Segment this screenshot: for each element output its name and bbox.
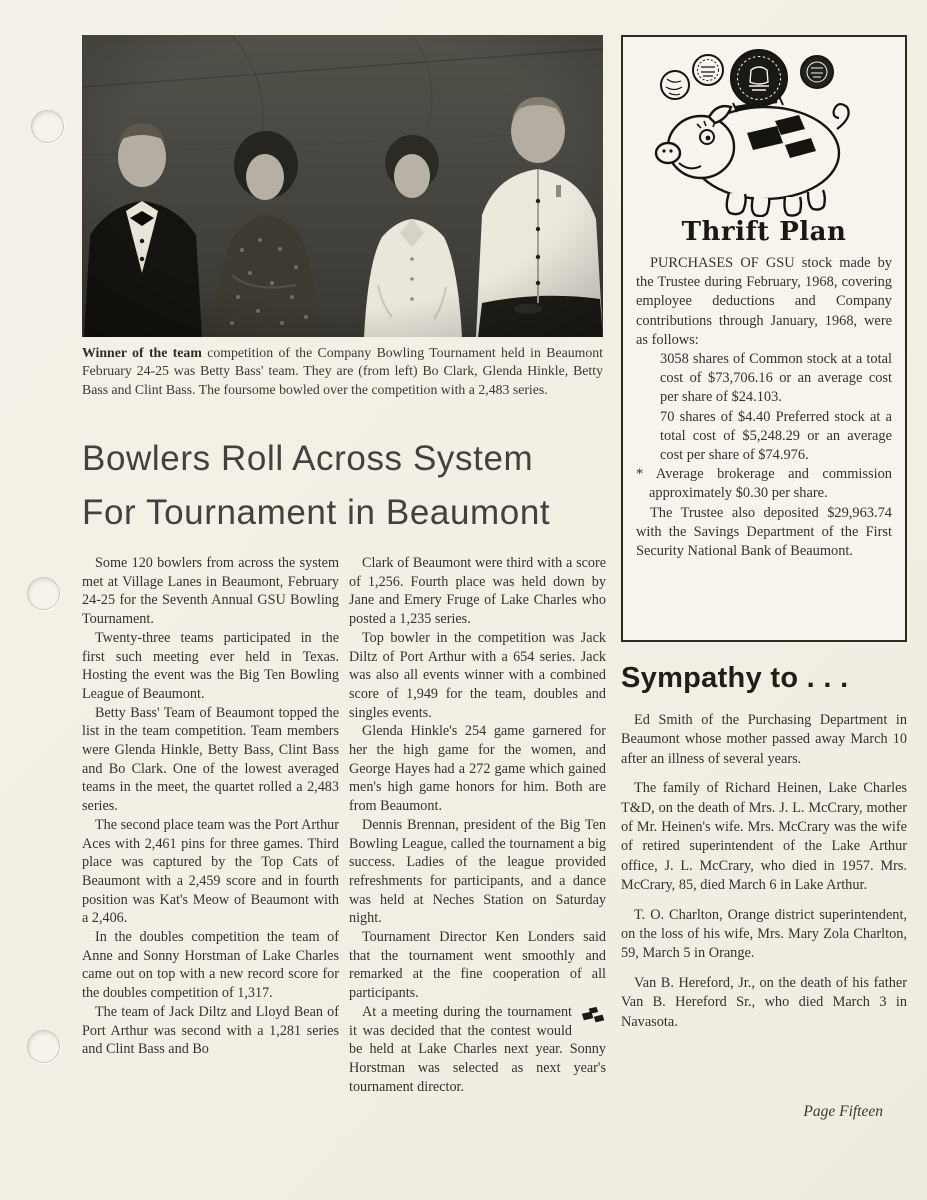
- sympathy-paragraph: The family of Richard Heinen, Lake Charles T&D, on the death of Mrs. J. L. McCrary, mother of Mr. Heinen's wife. Mrs. McCrary was the wife of retired superintendent of the Lake Arthur office, J. L. McCrary, who died in 1957. Mrs. McCrary, 85, died March 6 in Lake Arthur.: [621, 780, 907, 894]
- article-paragraph: The team of Jack Diltz and Lloyd Bean of Port Arthur was second with a 1,281 series and Clint Bass and Bo: [82, 1003, 339, 1058]
- thrift-plan-title: Thrift Plan: [681, 217, 847, 247]
- gsu-logo-icon: [580, 1006, 606, 1025]
- sympathy-paragraph: Ed Smith of the Purchasing Department in Beaumont whose mother passed away March 10 after an illness of several years.: [621, 712, 907, 767]
- sympathy-section: [621, 662, 907, 1042]
- article-headline: Bowlers Roll Across System For Tournament in Beaumont: [82, 439, 551, 532]
- article-paragraph: Betty Bass' Team of Beaumont topped the list in the team competition. Team members were Glenda Hinkle, Betty Bass, Clint Bass and Bo Clark. One of the lowest averaged teams in the meet, the quartet rolled a 2,483 series.: [82, 704, 339, 815]
- bowling-team-photo-illustration: [82, 35, 603, 337]
- article-column-1: [82, 554, 339, 1096]
- coin-icons: [661, 50, 833, 106]
- sympathy-paragraph: Van B. Hereford, Jr., on the death of his father Van B. Hereford Sr., who died March 3 in Navasota.: [621, 974, 907, 1030]
- article-paragraph: The second place team was the Port Arthur Aces with 2,461 pins for three games. Third place was captured by the Top Cats of Beaumont with a 2,459 score and in fourth position was Kat's Meow of Beaumont with a 2,406.: [82, 816, 339, 927]
- sympathy-title: Sympathy to . . .: [621, 662, 849, 694]
- article-paragraph: Some 120 bowlers from across the system met at Village Lanes in Beaumont, February 24-25 for the Seventh Annual GSU Bowling Tournament.: [82, 555, 339, 628]
- caption-lead: Winner of the team: [82, 345, 202, 360]
- article-paragraph: Twenty-three teams participated in the first such meeting ever held in Texas. Hosting the event was the Big Ten Bowling League of Beaumont.: [82, 629, 339, 702]
- thrift-footnote: * Average brokerage and commission approximately $0.30 per share.: [636, 466, 892, 502]
- article-paragraph: Top bowler in the competition was Jack Diltz of Port Arthur with a 654 series. Jack was also all events winner with a combined score of 1,949 for the team, doubles and singles events.: [349, 629, 606, 721]
- page-number: Page Fifteen: [803, 1103, 883, 1120]
- sympathy-paragraph: T. O. Charlton, Orange district superintendent, on the loss of his wife, Mrs. Mary Zola Charlton, 59, March 5 in Orange.: [621, 906, 907, 962]
- photo-caption: [82, 344, 603, 399]
- bowling-team-photo: [82, 35, 603, 337]
- article-body: [82, 554, 606, 1096]
- thrift-plan-box: [621, 35, 907, 642]
- thrift-paragraph: The Trustee also deposited $29,963.74 with the Savings Department of the First Security National Bank of Beaumont.: [636, 504, 892, 560]
- article-paragraph: In the doubles competition the team of Anne and Sonny Horstman of Lake Charles came out on top with a new record score for the doubles competition of 1,317.: [82, 929, 339, 1002]
- thrift-paragraph: 70 shares of $4.40 Preferred stock at a total cost of $5,248.29 or an average cost per share of $74.976.: [660, 408, 892, 464]
- binder-punch-hole: [31, 110, 64, 143]
- binder-punch-hole: [27, 1030, 60, 1063]
- thrift-paragraph: PURCHASES OF GSU stock made by the Trustee during February, 1968, covering employee deductions and Company contributions through January, 1968, were as follows:: [636, 255, 892, 348]
- article-paragraph: Clark of Beaumont were third with a score of 1,256. Fourth place was held down by Jane and Emery Fruge of Lake Charles who posted a 1,235 series.: [349, 555, 606, 628]
- caption-body: competition of the Company Bowling Tournament held in Beaumont February 24-25 was Betty Bass' team. They are (from left) Bo Clark, Glenda Hinkle, Betty Bass and Clint Bass. The foursome bowled over the competition with a 2,483 series.: [82, 345, 603, 397]
- article-column-2: [349, 554, 606, 1096]
- binder-punch-hole: [27, 577, 60, 610]
- article-paragraph: Dennis Brennan, president of the Big Ten Bowling League, called the tournament a big success. Ladies of the league provided refreshments for participants, and a dance was held at Neches Station on Saturday night.: [349, 816, 606, 927]
- article-paragraph: At a meeting during the tournament it was decided that the contest would be held at Lake Charles next year. Sonny Horstman was selected as next year's tournament director.: [349, 1003, 606, 1095]
- piggy-bank-icon: [645, 45, 883, 217]
- article-paragraph: Glenda Hinkle's 254 game garnered for her the high game for the women, and George Hayes had a 272 game which gained men's high game honors for him. Both are from Beaumont.: [349, 723, 606, 815]
- article-paragraph: Tournament Director Ken Londers said that the tournament went smoothly and remarked at the fine cooperation of all participants.: [349, 929, 606, 1002]
- thrift-paragraph: 3058 shares of Common stock at a total cost of $73,706.16 or an average cost per share of $24.103.: [660, 351, 892, 406]
